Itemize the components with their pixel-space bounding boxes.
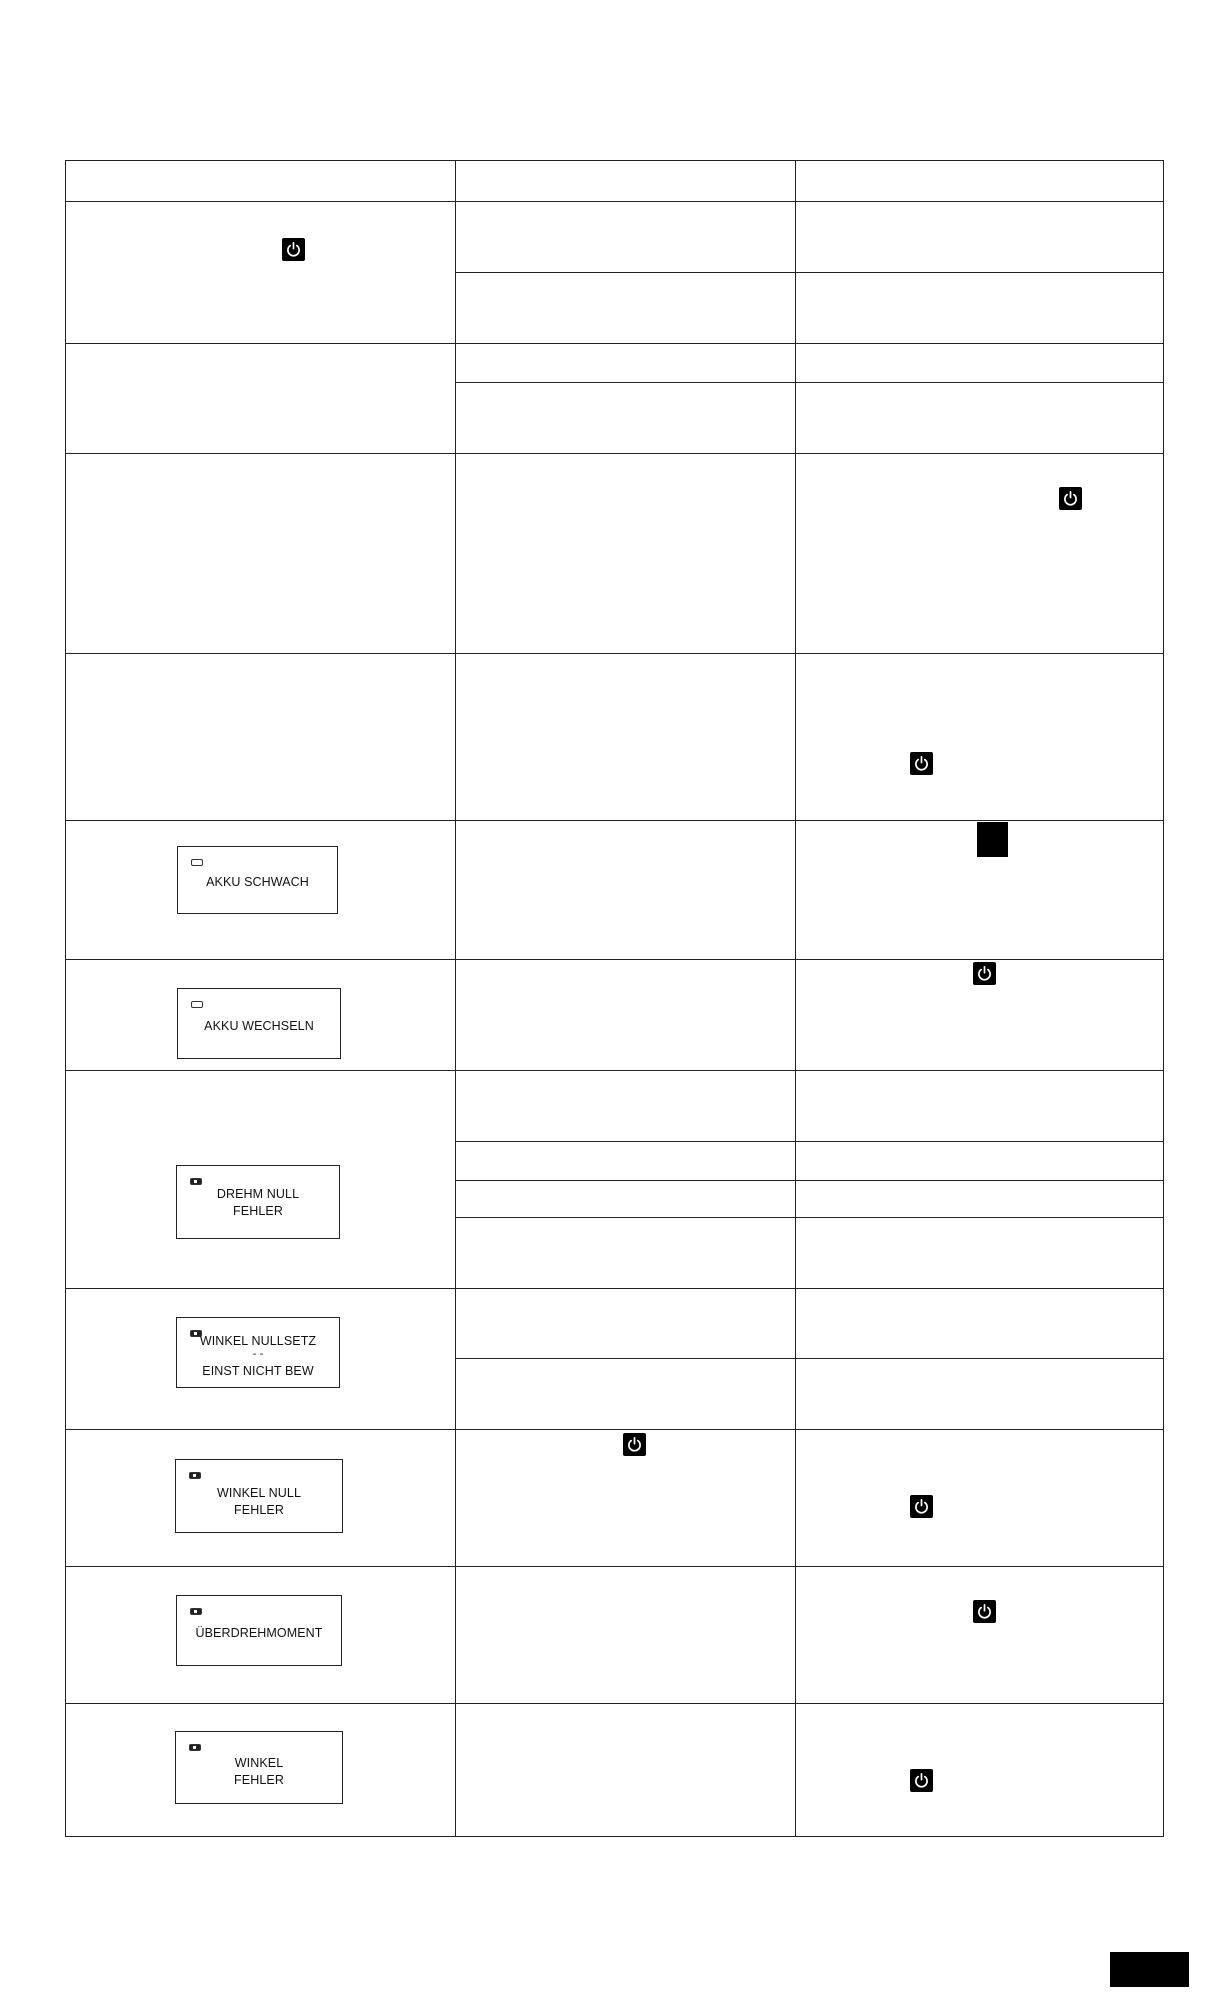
black-square-icon — [977, 822, 1008, 857]
lcd-display-akku-schwach — [177, 846, 338, 914]
power-icon — [910, 752, 933, 775]
column-divider-2 — [795, 161, 796, 1836]
lcd-text-line: EINST NICHT BEW — [202, 1364, 314, 1378]
lcd-text-line: WINKEL NULL — [217, 1486, 301, 1500]
sub-row-divider — [455, 1180, 1163, 1181]
lcd-display-akku-wechseln — [177, 988, 341, 1059]
battery-full-icon — [189, 1744, 201, 1751]
battery-empty-icon — [191, 1001, 203, 1008]
sub-row-divider — [455, 1358, 1163, 1359]
sub-row-divider — [455, 1217, 1163, 1218]
row-divider — [66, 653, 1163, 654]
lcd-text-line: FEHLER — [234, 1773, 284, 1787]
power-icon — [973, 1600, 996, 1623]
lcd-text-line: WINKEL NULLSETZ — [199, 1334, 317, 1348]
power-icon — [910, 1769, 933, 1792]
power-icon — [282, 238, 305, 261]
power-icon — [623, 1433, 646, 1456]
power-icon — [973, 962, 996, 985]
lcd-display-winkel-nullsetz — [176, 1317, 340, 1388]
lcd-text-line: ÜBERDREHMOMENT — [195, 1626, 323, 1640]
lcd-text-line: AKKU WECHSELN — [204, 1019, 314, 1033]
row-divider — [66, 343, 1163, 344]
row-divider — [66, 959, 1163, 960]
power-icon — [910, 1495, 933, 1518]
battery-full-icon — [189, 1472, 201, 1479]
lcd-text-line: FEHLER — [233, 1204, 283, 1218]
power-icon — [1059, 487, 1082, 510]
battery-empty-icon — [191, 859, 203, 866]
battery-full-icon — [190, 1608, 202, 1615]
lcd-text-line: FEHLER — [234, 1503, 284, 1517]
column-divider-1 — [455, 161, 456, 1836]
lcd-text-line: - - — [252, 1348, 264, 1360]
row-divider — [66, 1703, 1163, 1704]
row-divider — [66, 1288, 1163, 1289]
row-divider — [66, 820, 1163, 821]
lcd-display-ueberdrehmoment — [176, 1595, 342, 1666]
row-divider — [66, 453, 1163, 454]
lcd-display-winkel-null-fehler — [175, 1459, 343, 1533]
lcd-display-winkel-fehler — [175, 1731, 343, 1804]
lcd-text-line: WINKEL — [234, 1756, 284, 1770]
row-divider — [66, 1429, 1163, 1430]
lcd-text-line: AKKU SCHWACH — [206, 875, 309, 889]
row-divider — [66, 1566, 1163, 1567]
battery-full-icon — [190, 1178, 202, 1185]
lcd-display-drehm-null-fehler — [176, 1165, 340, 1239]
row-divider — [66, 1070, 1163, 1071]
sub-row-divider — [455, 1141, 1163, 1142]
sub-row-divider — [455, 382, 1163, 383]
page-number-box — [1110, 1952, 1189, 1987]
sub-row-divider — [455, 272, 1163, 273]
header-row-divider — [66, 201, 1163, 202]
lcd-text-line: DREHM NULL — [216, 1187, 300, 1201]
